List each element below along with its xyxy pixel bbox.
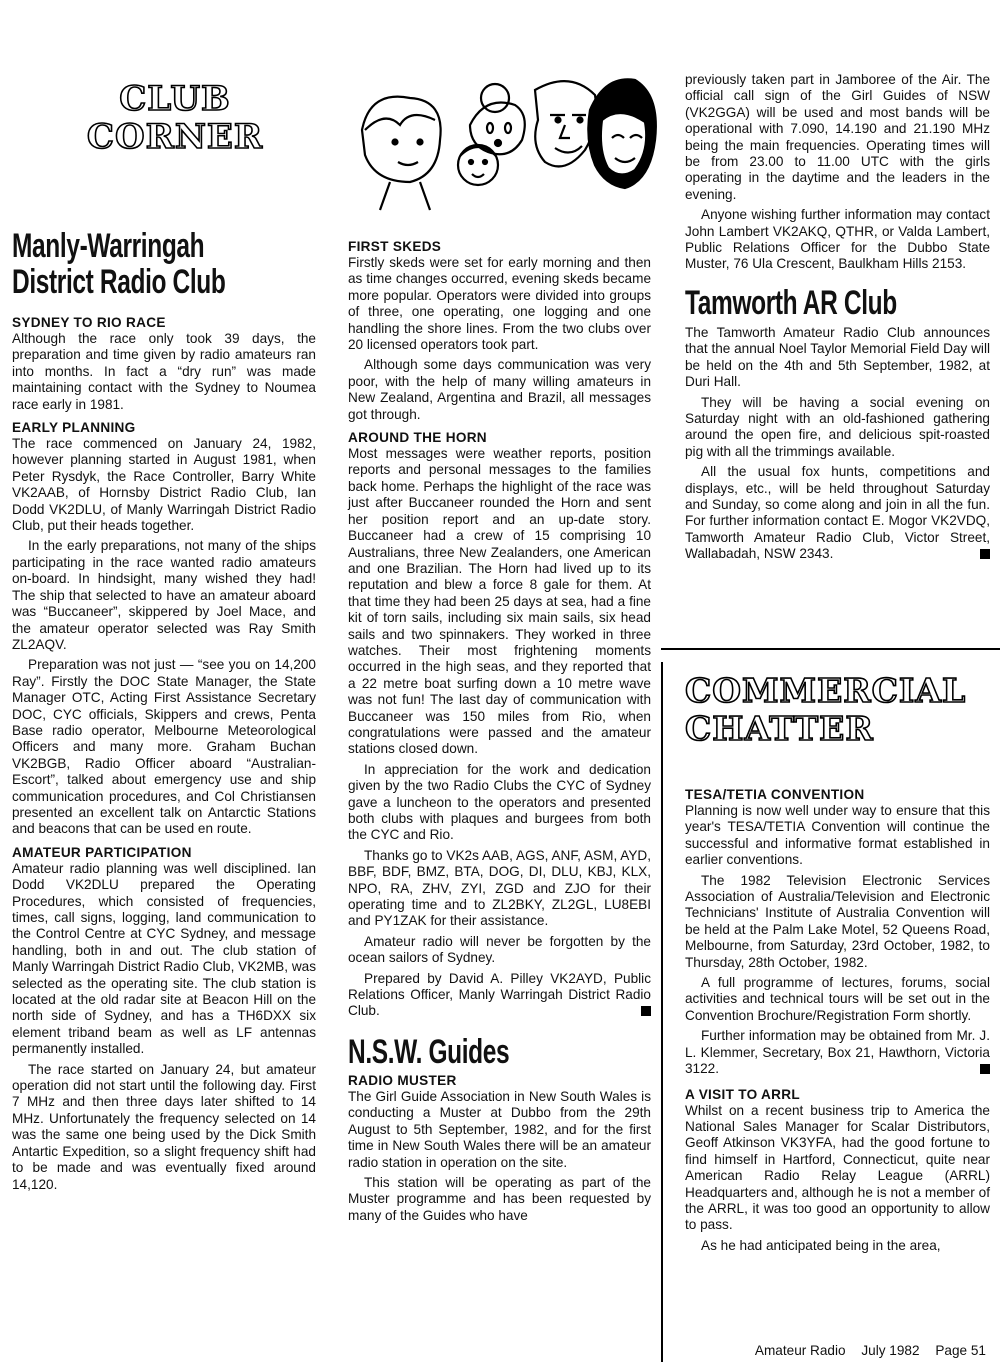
paragraph: Although some days communication was very poor, with the help of many willing amateurs in New Zealand, Argentina and Brazil, all messages got through. <box>348 357 651 422</box>
paragraph: The Tamworth Amateur Radio Club announces that the annual Noel Taylor Memorial Field Day will be held on the 4th and 5th September, 1982, at Duri Hall. <box>685 324 990 390</box>
club-corner-logo <box>80 80 270 156</box>
end-of-article-mark <box>980 1064 990 1074</box>
section-title: AMATEUR PARTICIPATION <box>12 844 192 860</box>
paragraph: As he had anticipated being in the area, <box>701 1237 941 1253</box>
nsw-guides-heading: N.S.W. Guides <box>348 1032 510 1071</box>
paragraph: Amateur radio will never be forgotten by the ocean sailors of Sydney. <box>348 933 651 966</box>
commercial-chatter-line2: CHATTER <box>685 709 874 748</box>
paragraph: They will be having a social evening on Saturday night with an old-fashioned gathering around the open fire, and delicious spit-roasted pig with all the trimmings available. <box>685 394 990 459</box>
section-title: FIRST SKEDS <box>348 239 442 254</box>
paragraph: Preparation was not just — “see you on 14,200 Ray”. Firstly the DOC State Manager, the State Manager OTC, Acting First Assistance Secretary DOC, CYC officials, Skippers and crews, Penta Base radio operator, Melbourne Meteorological Officers and many more. Graham Buchan VK2BGB, Radio Officer aboard “Australian-Escort”, talked about emergency use and ship communication procedures, and Col Christiansen presented an excellent talk on Antarctic Stations and beacons that can be used en route. <box>12 657 316 837</box>
paragraph: Anyone wishing further information may contact John Lambert VK2AKQ, QTHR, or Valda Lambert, Public Relations Officer for the Dubbo State Muster, 76 Ula Crescent, Baulkham Hills 2153. <box>685 207 990 272</box>
end-of-article-mark <box>641 1006 651 1016</box>
club-corner-line2: CORNER <box>86 117 264 157</box>
column-1 <box>12 228 316 1193</box>
section-divider-vertical <box>661 662 663 1362</box>
commercial-chatter-line1: COMMERCIAL <box>685 671 967 710</box>
manly-warringah-heading-line2: District Radio Club <box>12 263 226 301</box>
tamworth-heading: Tamworth AR Club <box>685 283 897 322</box>
paragraph: This station will be operating as part of the Muster programme and has been requested by many of the Guides who have <box>348 1174 651 1223</box>
column-3 <box>685 72 990 563</box>
section-divider-horizontal <box>661 648 1000 650</box>
paragraph: previously taken part in Jamboree of the Air. The official call sign of the Girl Guides of NSW (VK2GGA) will be used and most bands will be operational with 7.090, 14.190 and 21.190 MHz being the main frequencies. Operating times will be from 23.00 to 11.00 UTC with the girls operating in the daytime and the leaders in the evening. <box>685 72 990 202</box>
paragraph: The Girl Guide Association in New South Wales is conducting a Muster at Dubbo from the 29th August to 5th September, 1982, and for the first time in New South Wales there will be an amateur radio station in operation on the site. <box>348 1088 651 1170</box>
paragraph: The 1982 Television Electronic Services Association of Australia/Television and Electronic Technicians' Institute of Australia Convention will be held at the Palm Lake Motel, 52 Queens Road, Melbourne, from Saturday, 23rd October, 1982, to Thursday, 28th October, 1982. <box>685 872 990 970</box>
paragraph <box>685 1028 990 1077</box>
paragraph: The race started on January 24, but amateur operation did not start until the following day. First 7 MHz and then three days later shifted to 14 MHz. Unfortunately the frequency selected on 14 was the same one being used by the Dick Smith Antartic Expedition, so a slight frequency shift had to be made and was eventually fixed around 14,120. <box>12 1061 316 1192</box>
paragraph <box>685 464 990 562</box>
column-2 <box>348 232 651 1224</box>
paragraph: Firstly skeds were set for early morning and then as time changes occurred, evening skeds became more popular. Operators were divided into groups of three, one operating, one logging and one handling the shore lines. From the two clubs over 20 licensed operators took part. <box>348 255 651 353</box>
paragraph-text: Prepared by David A. Pilley VK2AYD, Public Relations Officer, Manly Warringah District Radio Club. <box>348 970 651 1019</box>
section-title: TESA/TETIA CONVENTION <box>685 787 865 802</box>
club-corner-line1: CLUB <box>119 79 231 119</box>
paragraph: The race commenced on January 24, 1982, however planning started in August 1981, when Peter Rysdyk, the Race Controller, Barry White VK2AAB, of Hornsby District Radio Club, Ian Dodd VK2DLU, of Manly Warringah District Radio Club, put their heads together. <box>12 436 316 534</box>
end-of-article-mark <box>980 549 990 559</box>
section-title: EARLY PLANNING <box>12 420 136 436</box>
footer-page: Page 51 <box>935 1343 986 1358</box>
footer-magazine: Amateur Radio <box>754 1343 846 1358</box>
section-title: RADIO MUSTER <box>348 1072 457 1088</box>
column-3-lower <box>685 780 990 1254</box>
section-title: AROUND THE HORN <box>348 430 487 446</box>
commercial-chatter-logo <box>685 672 995 748</box>
paragraph: In the early preparations, not many of the ships participating in the race wanted radio amateurs on-board. In hindsight, many wished they had! The ship that selected to have an amateur aboard was “Buccaneer”, skippered by Joel Mace, and the amateur operator selected was Ray Smith ZL2AQV. <box>12 538 316 652</box>
paragraph <box>348 971 651 1020</box>
paragraph: Although the race only took 39 days, the preparation and time given by radio amateurs ran into months. In fact a “dry run” was made maintaining contact with the Sydney to Noumea race early in 1981. <box>12 331 316 412</box>
section-title: A VISIT TO ARRL <box>685 1086 801 1102</box>
paragraph: Whilst on a recent business trip to America the National Sales Manager for Scalar Distributors, Geoff Atkinson VK3YFA, had the good fortune to find himself in Hartford, Connecticut, quite near American Radio Relay League (ARRL) Headquarters and, although he is not a member of the ARRL, it was too good an opportunity to allow to pass. <box>685 1102 990 1233</box>
paragraph: A full programme of lectures, forums, social activities and technical tours will be set out in the Convention Brochure/Registration Form shortly. <box>685 975 990 1023</box>
paragraph: Thanks go to VK2s AAB, AGS, ANF, ASM, AYD, BBF, BDF, BMZ, BTA, DOG, DI, DLU, KBJ, KLX, NPO, RA, ZHV, ZYI, ZGD and ZJO for their operating time and to ZL2BKY, ZL2GL, LU8EBI and PY1ZAK for their assistance. <box>348 847 651 929</box>
page-footer <box>743 1343 986 1358</box>
paragraph: In appreciation for the work and dedication given by the two Radio Clubs the CYC of Sydney gave a luncheon to the operators and presented both clubs with plaques and burgees from both the CYC and Rio. <box>348 761 651 843</box>
paragraph: Most messages were weather reports, position reports and personal messages to the families back home. Perhaps the highlight of the race was just after Buccaneer rounded the Horn and sent her position report and an up-date story. Buccaneer had a crew of 15 comprising 10 Australians, three New Zealanders, one American and one Brazilian. The Horn had lived up to its reputation and blew a force 8 gale for them. At that time they had been 25 days at sea, had a fine kit of torn sails, including six main sails, six head sails and two spinnakers. They worked in three watches. Their most frightening moments occurred in the high seas, and they reported that a 22 metre boat surfing down a 10 metre wave was not fun! The last day of communication with Buccaneer was 150 miles from Rio, when congratulations were passed and the amateur stations closed down. <box>348 446 651 757</box>
footer-date: July 1982 <box>861 1343 920 1358</box>
cartoon-faces-illustration <box>350 70 660 220</box>
paragraph-text: Further information may be obtained from Mr. J. L. Klemmer, Secretary, Box 21, Hawthorn, Victoria 3122. <box>685 1028 990 1077</box>
manly-warringah-heading-line1: Manly-Warringah <box>12 227 205 265</box>
section-title: SYDNEY TO RIO RACE <box>12 315 166 330</box>
paragraph: Planning is now well under way to ensure that this year's TESA/TETIA Convention will continue the successful and informative format established in earlier conventions. <box>685 803 990 868</box>
paragraph-text: All the usual fox hunts, competitions and displays, etc., will be held throughout Saturday and Sunday, so come along and join in all the fun. For further information contact E. Mogor VK2VDQ, Tamworth Amateur Radio Club, Victor Street, Wallabadah, NSW 2343. <box>685 464 990 562</box>
paragraph: Amateur radio planning was well disciplined. Ian Dodd VK2DLU prepared the Operating Procedures, which consisted of frequencies, times, call signs, logging, land communication to the Control Centre at CYC Sydney, and message handling, both in and out. The club station of Manly Warringah District Radio Club, VK2MB, was selected as the operating site. The club station is located at the old radar site at Beacon Hill on the north side of Sydney, and has a TH6DXX six element triband beam as well as LF antennas permanently installed. <box>12 860 316 1057</box>
